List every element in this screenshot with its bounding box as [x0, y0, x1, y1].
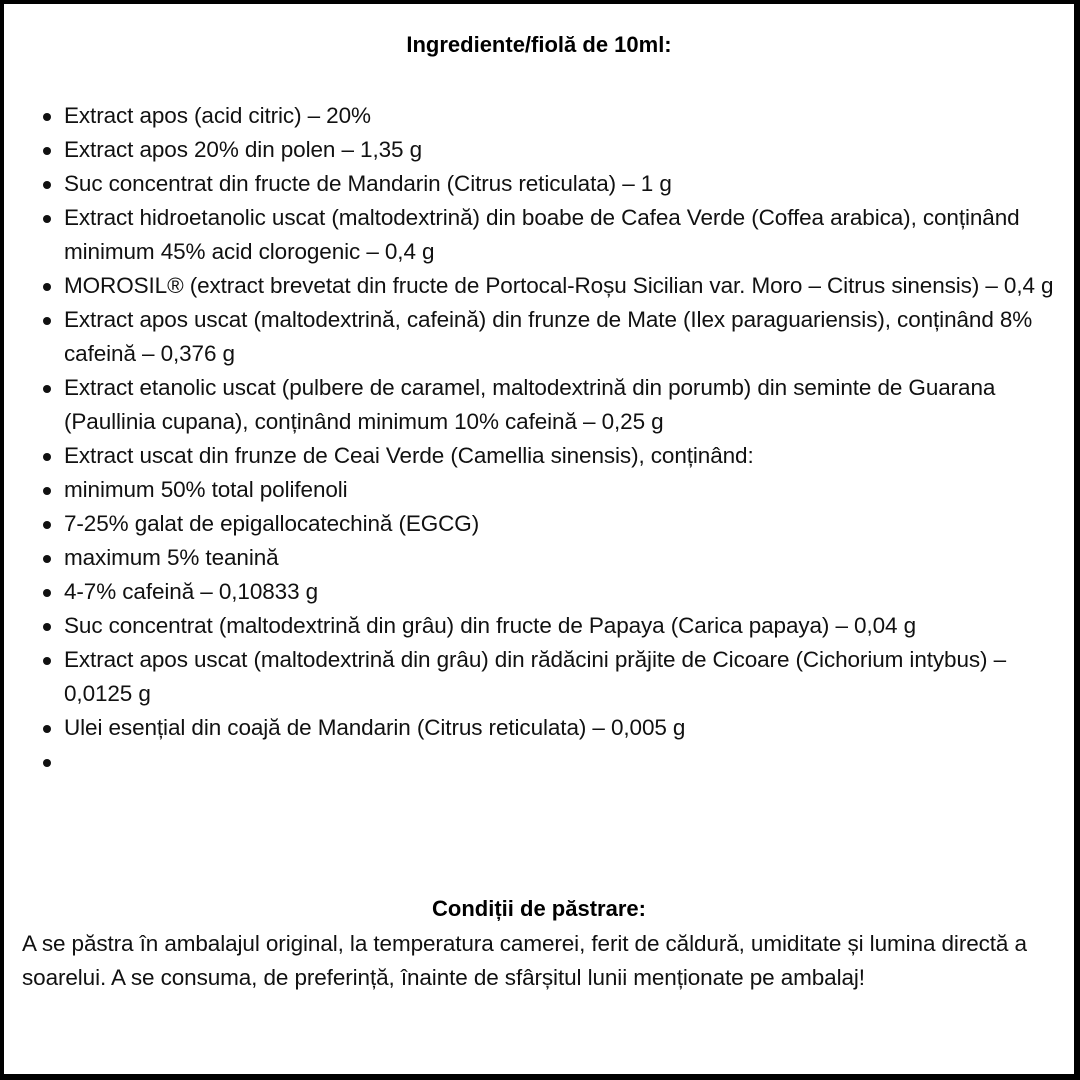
ingredient-text: Extract apos 20% din polen – 1,35 g — [64, 137, 422, 162]
list-item — [64, 575, 1066, 609]
list-item — [64, 167, 1066, 201]
bullet-icon — [43, 453, 51, 461]
list-item — [64, 99, 1066, 133]
ingredients-title: Ingrediente/fiolă de 10ml: — [406, 32, 672, 57]
bullet-icon — [43, 113, 51, 121]
list-item — [64, 507, 1066, 541]
ingredient-text: 4-7% cafeină – 0,10833 g — [64, 579, 319, 604]
ingredient-text: Suc concentrat din fructe de Mandarin (Citrus reticulata) – 1 g — [64, 171, 672, 196]
list-item — [64, 439, 1066, 473]
ingredient-text: Extract hidroetanolic uscat (maltodextrină) din boabe de Cafea Verde (Coffea arabica), conținând minimum 45% acid clorogenic – 0,4 g — [64, 205, 1020, 264]
ingredient-text: MOROSIL® (extract brevetat din fructe de Portocal-Roșu Sicilian var. Moro – Citrus sinensis) – 0,4 g — [64, 273, 1054, 298]
ingredient-text: Suc concentrat (maltodextrină din grâu) din fructe de Papaya (Carica papaya) – 0,04 g — [64, 613, 916, 638]
bullet-icon — [43, 385, 51, 393]
ingredient-text: Extract apos uscat (maltodextrină, cafeină) din frunze de Mate (Ilex paraguariensis), conținând 8% cafeină – 0,376 g — [64, 307, 1033, 366]
ingredient-text: 7-25% galat de epigallocatechină (EGCG) — [64, 511, 480, 536]
ingredient-text: Extract uscat din frunze de Ceai Verde (Camellia sinensis), conținând: — [64, 443, 754, 468]
ingredient-text: Extract apos uscat (maltodextrină din grâu) din rădăcini prăjite de Cicoare (Cichorium intybus) – 0,0125 g — [64, 647, 1006, 706]
storage-title: Condiții de păstrare: — [432, 896, 646, 921]
bullet-icon — [43, 555, 51, 563]
bullet-icon — [43, 283, 51, 291]
bullet-icon — [43, 623, 51, 631]
list-item-empty — [64, 745, 1066, 779]
list-item — [64, 711, 1066, 745]
ingredient-text: Ulei esențial din coajă de Mandarin (Citrus reticulata) – 0,005 g — [64, 715, 686, 740]
bullet-icon — [43, 589, 51, 597]
ingredient-text: minimum 50% total polifenoli — [64, 477, 348, 502]
bullet-icon — [43, 487, 51, 495]
storage-text: A se păstra în ambalajul original, la temperatura camerei, ferit de căldură, umiditate și lumina directă a soarelui. A se consuma, de preferință, înainte de sfârșitul lunii menționate pe ambalaj! — [22, 931, 1027, 990]
list-item — [64, 643, 1066, 711]
list-item — [64, 473, 1066, 507]
bullet-icon — [43, 521, 51, 529]
bullet-icon — [43, 759, 51, 767]
list-item — [64, 303, 1066, 371]
list-item — [64, 541, 1066, 575]
ingredients-list — [24, 99, 1066, 779]
ingredient-text: Extract etanolic uscat (pulbere de caramel, maltodextrină din porumb) din seminte de Guarana (Paullinia cupana), conținând minimum 10% cafeină – 0,25 g — [64, 375, 996, 434]
list-item — [64, 201, 1066, 269]
bullet-icon — [43, 725, 51, 733]
list-item — [64, 269, 1066, 303]
ingredient-text: Extract apos (acid citric) – 20% — [64, 103, 371, 128]
ingredient-text: maximum 5% teanină — [64, 545, 279, 570]
list-item — [64, 609, 1066, 643]
bullet-icon — [43, 215, 51, 223]
document-page — [4, 4, 1074, 1074]
bullet-icon — [43, 181, 51, 189]
list-item — [64, 133, 1066, 167]
bullet-icon — [43, 657, 51, 665]
bullet-icon — [43, 147, 51, 155]
bullet-icon — [43, 317, 51, 325]
list-item — [64, 371, 1066, 439]
